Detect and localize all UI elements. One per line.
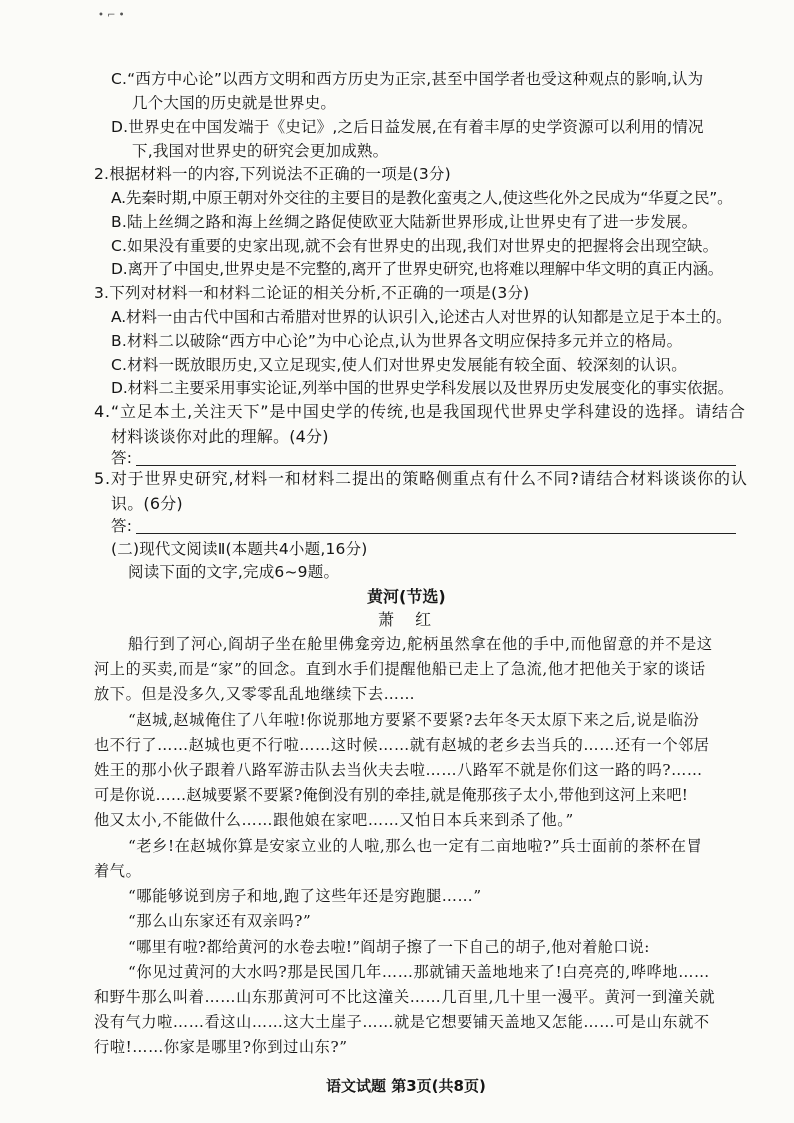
- question-5-cont: 识。(6分): [111, 494, 183, 513]
- question-4: 4.“立足本土,关注天下”是中国史学的传统,也是我国现代世界史学科建设的选择。请结合: [94, 402, 746, 421]
- option-1-c: C.“西方中心论”以西方文明和西方历史为正宗,甚至中国学者也受这种观点的影响,认为: [111, 70, 704, 88]
- section-instruction: 阅读下面的文字,完成6~9题。: [128, 563, 340, 581]
- option-2-d: D.离开了中国史,世界史是不完整的,离开了世界史研究,也将难以理解中华文明的真正内涵。: [111, 260, 724, 278]
- article-line-3: 放下。但是没多久,又零零乱乱地继续下去……: [94, 685, 416, 703]
- article-line-6: 姓王的那小伙子跟着八路军游击队去当伙夫去啦……八路军不就是你们这一路的吗?……: [94, 761, 703, 779]
- article-author: 萧 红: [378, 610, 440, 629]
- option-3-b: B.材料二以破除“西方中心论”为中心论点,认为世界各文明应保持多元并立的格局。: [111, 332, 683, 350]
- article-line-12: “那么山东家还有双亲吗?”: [128, 912, 312, 930]
- option-2-c: C.如果没有重要的史家出现,就不会有世界史的出现,我们对世界史的把握将会出现空缺。: [111, 237, 719, 255]
- option-3-d: D.材料二主要采用事实论证,列举中国的世界史学科发展以及世界历史发展变化的事实依据。: [111, 379, 734, 397]
- option-2-a: A.先秦时期,中原王朝对外交往的主要目的是教化蛮夷之人,使这些化外之民成为“华夏之民”。: [111, 189, 733, 207]
- article-line-9: “老乡!在赵城你算是安家立业的人啦,那么也一定有二亩地啦?”兵士面前的茶杯在冒: [128, 837, 703, 855]
- option-1-d: D.世界史在中国发端于《史记》,之后日益发展,在有着丰厚的史学资源可以利用的情况: [111, 118, 704, 136]
- article-line-13: “哪里有啦?都给黄河的水卷去啦!”阎胡子擦了一下自己的胡子,他对着舱口说:: [128, 938, 650, 956]
- article-line-7: 可是你说……赵城要紧不要紧?俺倒没有别的牵挂,就是俺那孩子太小,带他到这河上来吧!: [94, 786, 689, 804]
- option-1-c-cont: 几个大国的历史就是世界史。: [132, 94, 337, 112]
- article-line-2: 河上的买卖,而是“家”的回念。直到水手们提醒他船已走上了急流,他才把他关于家的谈话: [94, 660, 706, 678]
- option-1-d-cont: 下,我国对世界史的研究会更加成熟。: [132, 142, 389, 160]
- article-line-10: 着气。: [94, 862, 142, 880]
- article-line-14: “你见过黄河的大水吗?那是民国几年……那就铺天盖地地来了!白亮亮的,哗哗地……: [128, 963, 710, 981]
- article-line-4: “赵城,赵城俺住了八年啦!你说那地方要紧不要紧?去年冬天太原下来之后,说是临汾: [128, 711, 700, 729]
- answer-5-line[interactable]: [136, 533, 736, 534]
- option-2-b: B.陆上丝绸之路和海上丝绸之路促使欧亚大陆新世界形成,让世界史有了进一步发展。: [111, 213, 698, 231]
- question-3: 3.下列对材料一和材料二论证的相关分析,不正确的一项是(3分): [94, 284, 530, 302]
- question-2: 2.根据材料一的内容,下列说法不正确的一项是(3分): [94, 165, 451, 183]
- article-line-8: 他又太小,不能做什么……跟他娘在家吧……又怕日本兵来到杀了他。”: [94, 811, 574, 829]
- article-title: 黄河(节选): [367, 587, 446, 606]
- question-5: 5.对于世界史研究,材料一和材料二提出的策略侧重点有什么不同?请结合材料谈谈你的认: [94, 469, 748, 488]
- page-footer: 语文试题 第3页(共8页): [326, 1077, 486, 1095]
- option-3-c: C.材料一既放眼历史,又立足现实,使人们对世界史发展能有较全面、较深刻的认识。: [111, 356, 687, 374]
- article-line-1: 船行到了河心,阎胡子坐在舱里佛龛旁边,舵柄虽然拿在他的手中,而他留意的并不是这: [128, 635, 713, 653]
- article-line-16: 没有气力啦……看这山……这大土崖子……就是它想要铺天盖地又怎能……可是山东就不: [94, 1013, 710, 1031]
- article-line-11: “哪能够说到房子和地,跑了这些年还是穷跑腿……”: [128, 887, 482, 905]
- option-3-a: A.材料一由古代中国和古希腊对世界的认识引入,论述古人对世界的认知都是立足于本土的。: [111, 308, 732, 326]
- article-line-5: 也不行了……赵城也更不行啦……这时候……就有赵城的老乡去当兵的……还有一个邻居: [94, 736, 710, 754]
- article-line-15: 和野牛那么叫着……山东那黄河可不比这潼关……几百里,几十里一漫平。黄河一到潼关就: [94, 988, 716, 1006]
- answer-4-line[interactable]: [136, 465, 736, 466]
- corner-mark: • ⌐ •: [98, 10, 125, 21]
- section-heading: (二)现代文阅读Ⅱ(本题共4小题,16分): [111, 540, 368, 558]
- article-line-17: 行啦!……你家是哪里?你到过山东?”: [94, 1038, 348, 1056]
- answer-5-label: 答:: [111, 517, 133, 535]
- question-4-cont: 材料谈谈你对此的理解。(4分): [111, 427, 329, 446]
- answer-4-label: 答:: [111, 449, 133, 467]
